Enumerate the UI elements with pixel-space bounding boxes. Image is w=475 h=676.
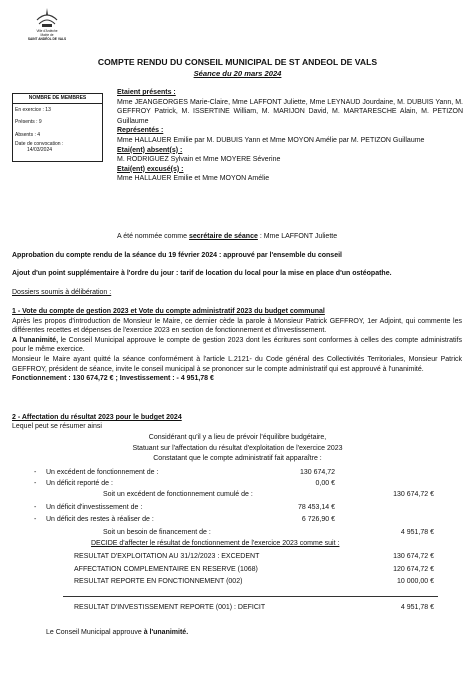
point-2-lead: Lequel peut se résumer ainsi — [12, 423, 102, 430]
deficit-invest-value: 78 453,14 € — [298, 504, 335, 511]
point-1-para-2-text: le Conseil Municipal approuve le compte de gestion 2023 dont les écritures sont conformes à celles des compte administratifs pour le même exercice. — [12, 336, 462, 354]
absents-text: M. RODRIGUEZ Sylvain et Mme MOYERE Séverine — [117, 156, 281, 164]
unanimite-bold: A l'unanimité, — [12, 336, 59, 344]
deficit-restes-value: 6 726,90 € — [301, 516, 335, 523]
convocation-label: Date de convocation : — [15, 141, 64, 148]
page-title: COMPTE RENDU DU CONSEIL MUNICIPAL DE ST ANDEOL DE VALS — [97, 57, 378, 67]
crest-icon — [34, 6, 60, 30]
members-en-exercice: En exercice : 13 — [15, 106, 51, 113]
resultat-reporte-label: RESULTAT REPORTE EN FONCTIONNEMENT (002) — [74, 578, 243, 585]
logo-line-1: Ville d'Ardèche — [36, 29, 58, 33]
ajout-line: Ajout d'un point supplémentaire à l'ordre du jour : tarif de location du local pour la mise en place d'un ostéopathe. — [12, 270, 392, 277]
secretaire-label: secrétaire de séance — [188, 233, 258, 240]
affectation-reserve-value: 120 674,72 € — [393, 566, 434, 573]
members-box — [12, 93, 103, 162]
logo-line-2: Mairie de — [40, 32, 54, 37]
point-1-results: Fonctionnement : 130 674,72 € ; Investissement : - 4 951,78 € — [12, 375, 214, 383]
representes-label: Représentés : — [117, 127, 164, 135]
members-box-heading: NOMBRE DE MEMBRES — [13, 94, 102, 104]
considerant-line: Considérant qu'il y a lieu de prévoir l'équilibre budgétaire, — [148, 434, 327, 441]
secretaire-name: : Mme LAFFONT Juliette — [259, 233, 338, 240]
members-presents: Présents : 9 — [15, 119, 42, 126]
dossiers-heading: Dossiers soumis à délibération : — [12, 289, 112, 296]
attendance-section — [117, 88, 463, 184]
resultat-reporte-value: 10 000,00 € — [397, 578, 434, 585]
resultat-investissement-label: RESULTAT D'INVESTISSEMENT REPORTE (001) : DEFICIT — [74, 604, 266, 611]
convocation-date: 14/03/2024 — [27, 147, 53, 154]
excedent-cumule-value: 130 674,72 € — [393, 491, 434, 498]
resultat-exploitation-label: RESULTAT D'EXPLOITATION AU 31/12/2023 : EXCEDENT — [74, 553, 260, 560]
approval-bold: à l'unanimité. — [143, 629, 189, 636]
members-absents: Absents : 4 — [15, 131, 41, 138]
resultat-investissement-value: 4 951,78 € — [400, 604, 434, 611]
deficit-restes-label: - Un déficit des restes à réaliser de : — [46, 515, 154, 524]
resultat-exploitation-value: 130 674,72 € — [393, 553, 434, 560]
point-1-para-2 — [12, 336, 462, 355]
presents-text: Mme JEANGEORGES Marie-Claire, Mme LAFFONT Juliette, Mme LEYNAUD Jourdaine, M. DUBUIS Yann, M. GEFFROY Patrick, M. ISSERTINE William, M. MARIJON David, M. MARTARESCHE Alain, M. PETIZON Guillaume — [117, 98, 463, 125]
point-1-heading: 1 - Vote du compte de gestion 2023 et Vote du compte administratif 2023 du budget communal — [12, 308, 325, 315]
logo-line-3: SAINT ANDÉOL DE VALS — [27, 36, 67, 41]
point-1 — [12, 307, 462, 384]
municipality-logo — [22, 6, 72, 42]
absents-label: Etai(ent) absent(s) : — [117, 146, 183, 154]
excedent-cumule-label: Soit un excédent de fonctionnement cumulé de : — [103, 491, 253, 498]
deficit-invest-label: - Un déficit d'investissement de : — [46, 503, 142, 512]
approval-line — [46, 628, 188, 637]
approval-prefix: Le Conseil Municipal approuve — [46, 629, 142, 636]
excedent-value: 130 674,72 — [299, 469, 335, 476]
deficit-reporte-label: - Un déficit reporté de : — [46, 479, 113, 488]
presents-label: Etaient présents : — [117, 89, 176, 96]
separator-line — [63, 596, 438, 597]
excuses-text: Mme HALLAUER Emilie et Mme MOYON Amélie — [117, 175, 270, 183]
session-date: Séance du 20 mars 2024 — [193, 69, 282, 78]
besoin-financement-value: 4 951,78 € — [400, 529, 434, 536]
statuant-line: Statuant sur l'affectation du résultat d'exploitation de l'exercice 2023 — [132, 445, 343, 452]
secretaire-line — [117, 232, 337, 241]
excedent-label: - Un excédent de fonctionnement de : — [46, 468, 158, 477]
secretaire-prefix: A été nommée comme — [117, 233, 188, 240]
point-2-heading: 2 - Affectation du résultat 2023 pour le budget 2024 — [12, 414, 182, 421]
approbation-line: Approbation du compte rendu de la séance du 19 février 2024 : approuvé par l'ensemble du conseil — [12, 252, 342, 259]
besoin-financement-label: Soit un besoin de financement de : — [103, 529, 211, 536]
point-1-para-1: Après les propos d'introduction de Monsieur le Maire, ce dernier cède la parole à Monsieur Patrick GEFFROY, 1er Adjoint, qui commente les différentes recettes et dépenses de l'exercice 2023 en section de fonctionnement et d'investissement. — [12, 317, 462, 335]
affectation-reserve-label: AFFECTATION COMPLEMENTAIRE EN RESERVE (1068) — [74, 566, 258, 573]
deficit-reporte-value: 0,00 € — [315, 480, 335, 487]
constatant-line: Constatant que le compte administratif fait apparaître : — [153, 455, 322, 462]
excuses-label: Etai(ent) excusé(s) : — [117, 165, 184, 173]
point-1-para-3: Monsieur le Maire ayant quitté la séance conformément à l'article L.2121- du Code général des Collectivités Territoriales, Monsieur Patrick GEFFROY, président de séance, invite le conseil municipal à se prononcer sur le compte administratif qui est approuvé à l'unanimité. — [12, 355, 462, 373]
representes-text: Mme HALLAUER Emilie par M. DUBUIS Yann et Mme MOYON Amélie par M. PETIZON Guillaume — [117, 136, 425, 144]
decide-line: DECIDE d'affecter le résultat de fonctionnement de l'exercice 2023 comme suit : — [91, 540, 340, 547]
